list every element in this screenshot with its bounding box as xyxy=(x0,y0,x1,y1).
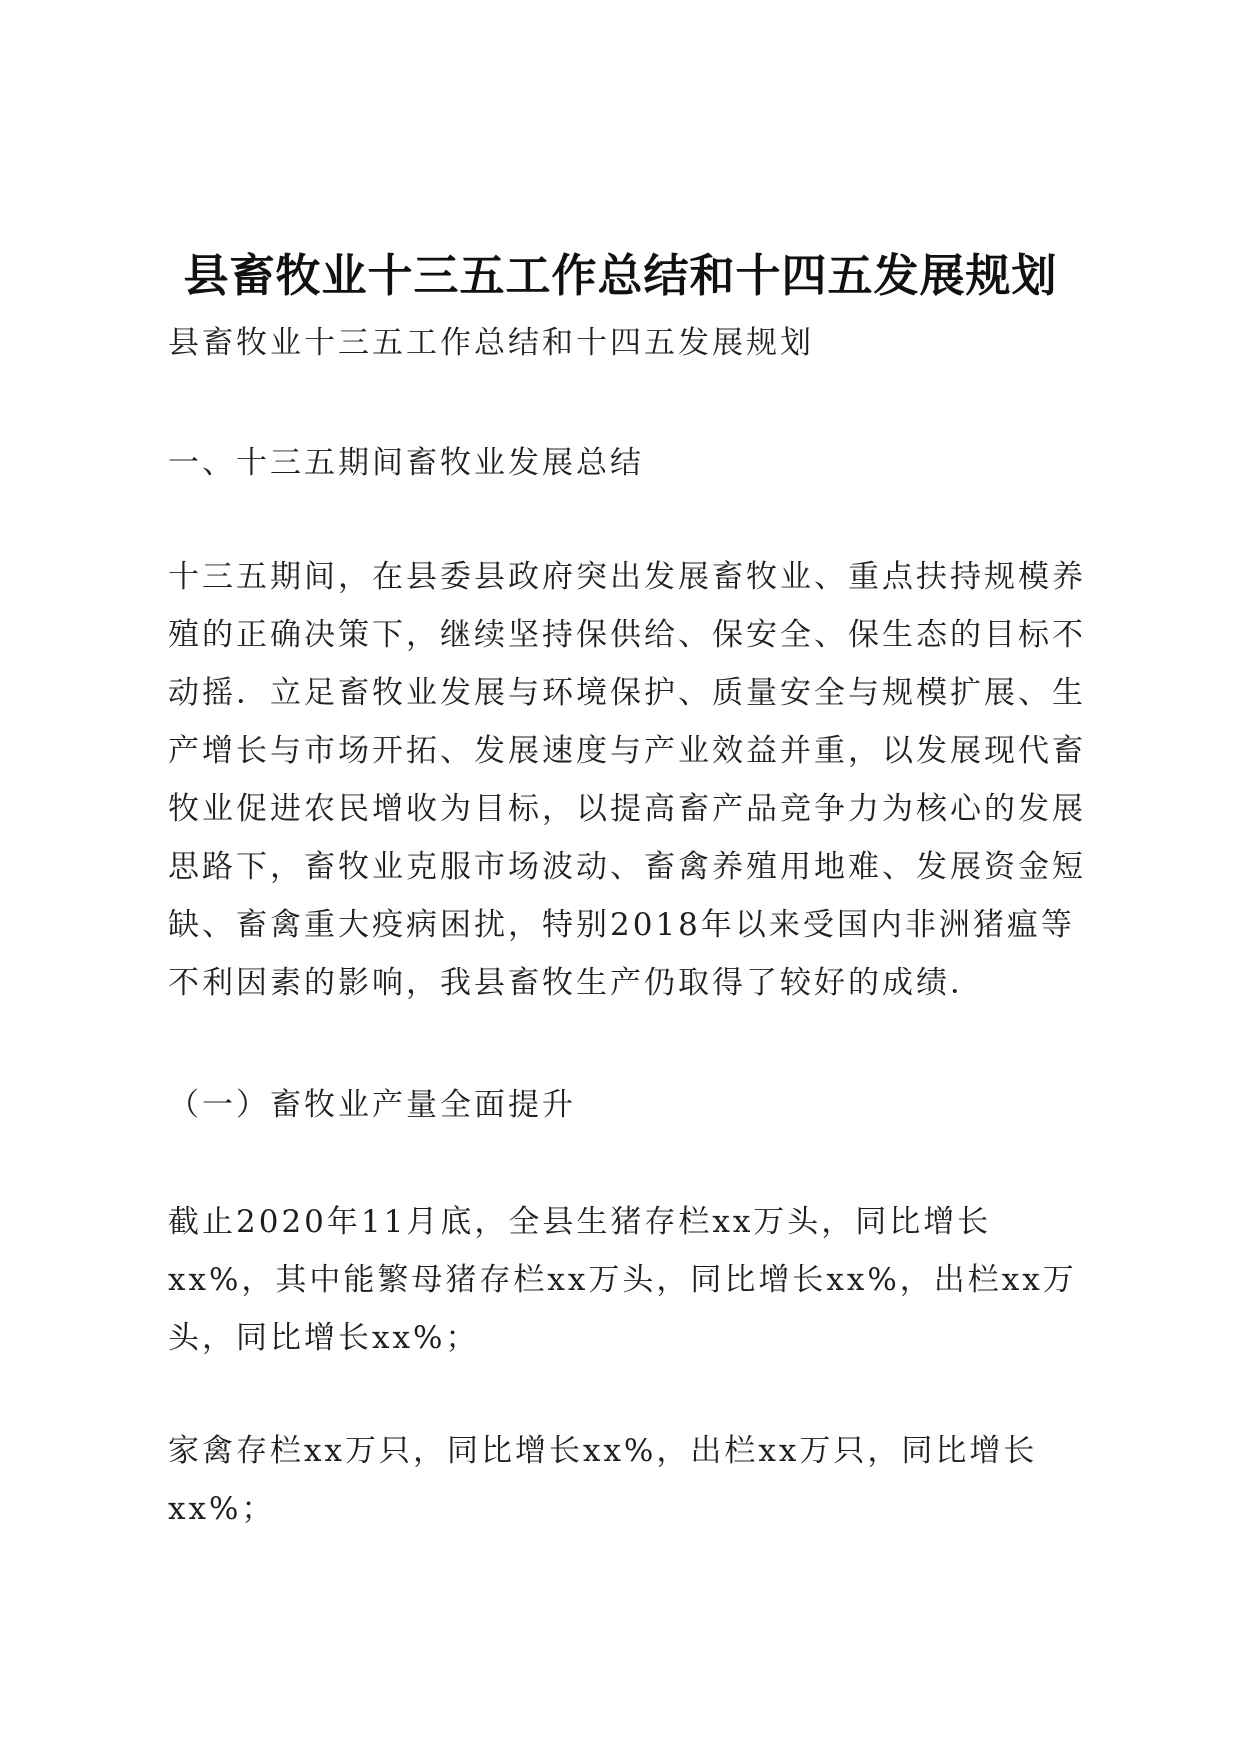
document-title: 县畜牧业十三五工作总结和十四五发展规划 xyxy=(183,249,1058,302)
document-subtitle: 县畜牧业十三五工作总结和十四五发展规划 xyxy=(168,325,814,361)
intro-paragraph: 十三五期间，在县委县政府突出发展畜牧业、重点扶持规模养殖的正确决策下，继续坚持保供给、保安全、保生态的目标不动摇．立足畜牧业发展与环境保护、质量安全与规模扩展、生产增长与市场开拓、发展速度与产业效益并重，以发展现代畜牧业促进农民增收为目标，以提高畜产品竞争力为核心的发展思路下，畜牧业克服市场波动、畜禽养殖用地难、发展资金短缺、畜禽重大疫病困扰，特别2018年以来受国内非洲猪瘟等不利因素的影响，我县畜牧生产仍取得了较好的成绩． xyxy=(168,559,1086,1001)
pig-stock-paragraph: 截止2020年11月底，全县生猪存栏xx万头，同比增长xx%，其中能繁母猪存栏xx万头，同比增长xx%，出栏xx万头，同比增长xx%； xyxy=(168,1204,1077,1356)
subsection-heading: （一）畜牧业产量全面提升 xyxy=(168,1087,576,1123)
poultry-stock-paragraph: 家禽存栏xx万只，同比增长xx%，出栏xx万只，同比增长xx%； xyxy=(168,1433,1038,1527)
section-heading: 一、十三五期间畜牧业发展总结 xyxy=(168,445,644,481)
